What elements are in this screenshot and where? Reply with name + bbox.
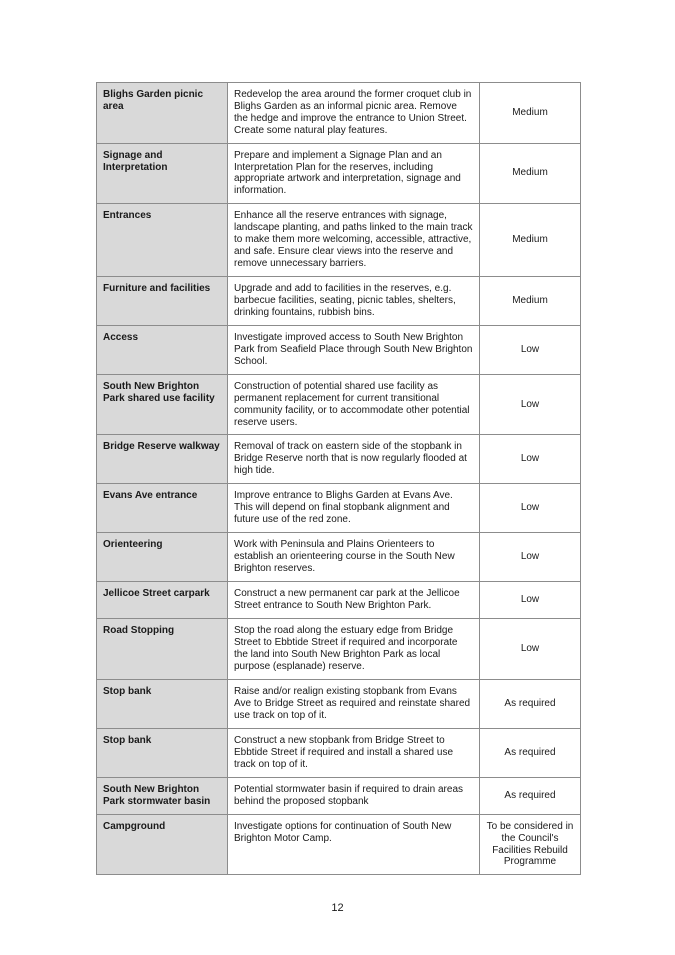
table-row bbox=[97, 374, 581, 435]
project-name-cell: Campground bbox=[97, 815, 228, 875]
project-description-cell: Construct a new permanent car park at the Jellicoe Street entrance to South New Brighton Park. bbox=[228, 582, 480, 619]
table-row bbox=[97, 276, 581, 325]
table-row bbox=[97, 143, 581, 204]
project-priority-cell: As required bbox=[480, 729, 581, 778]
projects-table bbox=[96, 82, 581, 875]
project-priority-cell: Low bbox=[480, 582, 581, 619]
project-name-cell: Stop bank bbox=[97, 680, 228, 729]
project-description-cell: Removal of track on eastern side of the stopbank in Bridge Reserve north that is now regularly flooded at high tide. bbox=[228, 435, 480, 484]
table-row bbox=[97, 533, 581, 582]
project-name-cell: Blighs Garden picnic area bbox=[97, 83, 228, 144]
table-row bbox=[97, 680, 581, 729]
table-row bbox=[97, 484, 581, 533]
project-description-cell: Improve entrance to Blighs Garden at Evans Ave. This will depend on final stopbank alignment and future use of the red zone. bbox=[228, 484, 480, 533]
table-row bbox=[97, 204, 581, 277]
project-name-cell: Evans Ave entrance bbox=[97, 484, 228, 533]
project-priority-cell: Low bbox=[480, 435, 581, 484]
project-name-cell: Signage and Interpretation bbox=[97, 143, 228, 204]
table-row bbox=[97, 325, 581, 374]
projects-table-body bbox=[97, 83, 581, 875]
project-name-cell: South New Brighton Park shared use facility bbox=[97, 374, 228, 435]
table-row bbox=[97, 435, 581, 484]
project-name-cell: Jellicoe Street carpark bbox=[97, 582, 228, 619]
project-name-cell: Orienteering bbox=[97, 533, 228, 582]
project-description-cell: Redevelop the area around the former croquet club in Blighs Garden as an informal picnic area. Remove the hedge and improve the entrance to Union Street. Create some natural play features. bbox=[228, 83, 480, 144]
project-name-cell: South New Brighton Park stormwater basin bbox=[97, 778, 228, 815]
project-description-cell: Construction of potential shared use facility as permanent replacement for current transitional community facility, or to accommodate other potential reserve users. bbox=[228, 374, 480, 435]
project-priority-cell: Medium bbox=[480, 204, 581, 277]
project-priority-cell: Low bbox=[480, 533, 581, 582]
table-row bbox=[97, 83, 581, 144]
table-row bbox=[97, 729, 581, 778]
project-priority-cell: Medium bbox=[480, 83, 581, 144]
project-priority-cell: Medium bbox=[480, 276, 581, 325]
table-row bbox=[97, 619, 581, 680]
project-priority-cell: Low bbox=[480, 325, 581, 374]
project-priority-cell: To be considered in the Council's Facilities Rebuild Programme bbox=[480, 815, 581, 875]
project-description-cell: Prepare and implement a Signage Plan and an Interpretation Plan for the reserves, including appropriate artwork and interpretation, signage and information. bbox=[228, 143, 480, 204]
project-priority-cell: Medium bbox=[480, 143, 581, 204]
project-description-cell: Potential stormwater basin if required to drain areas behind the proposed stopbank bbox=[228, 778, 480, 815]
project-priority-cell: Low bbox=[480, 619, 581, 680]
project-description-cell: Construct a new stopbank from Bridge Street to Ebbtide Street if required and install a shared use track on top of it. bbox=[228, 729, 480, 778]
project-description-cell: Work with Peninsula and Plains Orienteers to establish an orienteering course in the South New Brighton reserves. bbox=[228, 533, 480, 582]
project-priority-cell: As required bbox=[480, 778, 581, 815]
project-description-cell: Enhance all the reserve entrances with signage, landscape planting, and paths linked to the main track to make them more welcoming, accessible, attractive, and safe. Ensure clear views into the reserve and remove unnecessary barriers. bbox=[228, 204, 480, 277]
project-name-cell: Stop bank bbox=[97, 729, 228, 778]
project-priority-cell: Low bbox=[480, 374, 581, 435]
project-description-cell: Investigate options for continuation of South New Brighton Motor Camp. bbox=[228, 815, 480, 875]
project-description-cell: Investigate improved access to South New Brighton Park from Seafield Place through South New Brighton School. bbox=[228, 325, 480, 374]
project-priority-cell: As required bbox=[480, 680, 581, 729]
project-name-cell: Entrances bbox=[97, 204, 228, 277]
project-name-cell: Road Stopping bbox=[97, 619, 228, 680]
project-description-cell: Stop the road along the estuary edge from Bridge Street to Ebbtide Street if required and incorporate the land into South New Brighton Park as local purpose (esplanade) reserve. bbox=[228, 619, 480, 680]
table-row bbox=[97, 582, 581, 619]
project-name-cell: Bridge Reserve walkway bbox=[97, 435, 228, 484]
table-row bbox=[97, 778, 581, 815]
project-description-cell: Upgrade and add to facilities in the reserves, e.g. barbecue facilities, seating, picnic tables, shelters, drinking fountains, rubbish bins. bbox=[228, 276, 480, 325]
table-row bbox=[97, 815, 581, 875]
project-name-cell: Access bbox=[97, 325, 228, 374]
project-priority-cell: Low bbox=[480, 484, 581, 533]
page-number: 12 bbox=[331, 902, 344, 914]
project-name-cell: Furniture and facilities bbox=[97, 276, 228, 325]
project-description-cell: Raise and/or realign existing stopbank from Evans Ave to Bridge Street as required and reinstate shared use track on top of it. bbox=[228, 680, 480, 729]
